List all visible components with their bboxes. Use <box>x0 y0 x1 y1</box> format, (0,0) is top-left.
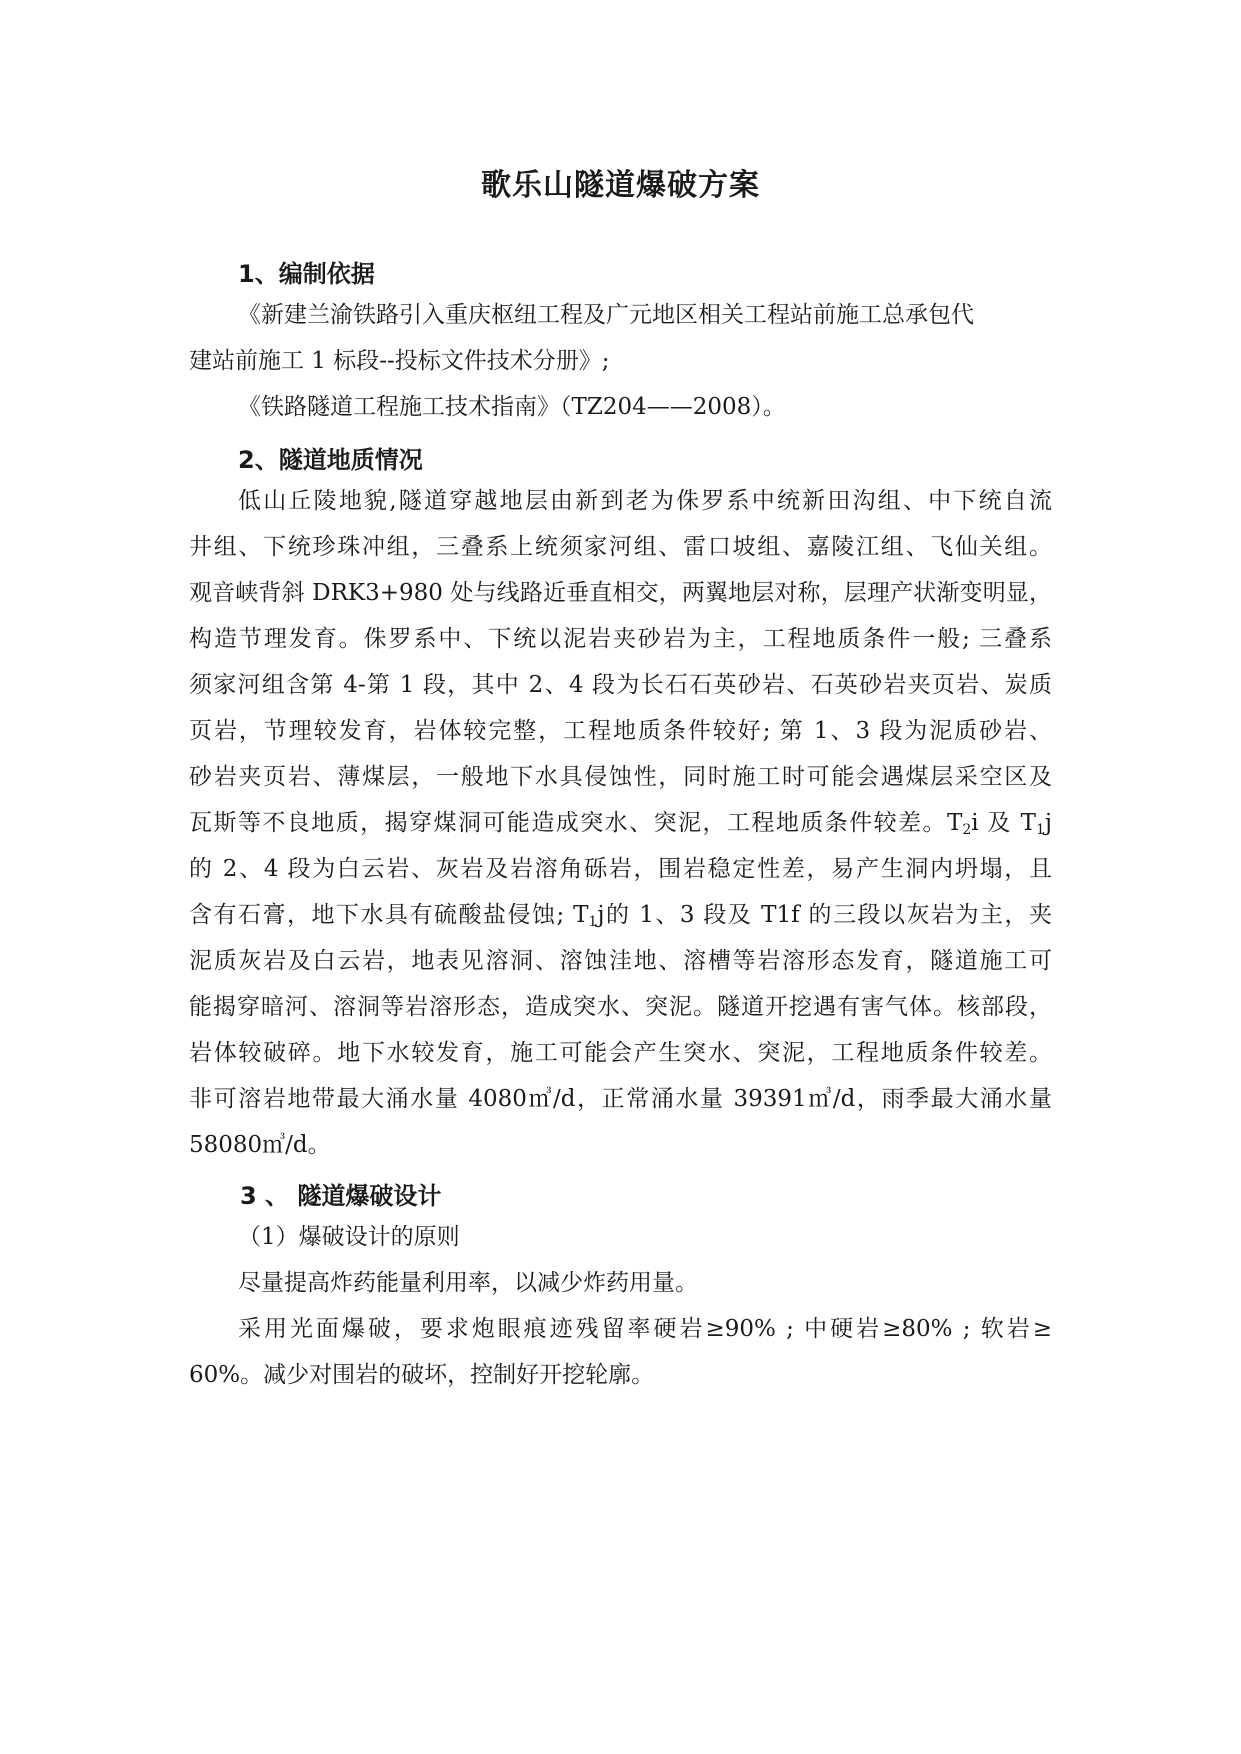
paragraph-line: 的 2、4 段为白云岩、灰岩及岩溶角砾岩，围岩稳定性差，易产生洞内坍塌，且 <box>189 856 1052 882</box>
page-title: 歌乐山隧道爆破方案 <box>481 168 760 203</box>
paragraph-line: 58080㎥/d。 <box>189 1132 331 1158</box>
paragraph-line: 《新建兰渝铁路引入重庆枢纽工程及广元地区相关工程站前施工总承包代 <box>238 302 974 328</box>
paragraph-line: 建站前施工 1 标段--投标文件技术分册》; <box>189 348 610 374</box>
paragraph-line: 非可溶岩地带最大涌水量 4080㎥/d，正常涌水量 39391㎥/d，雨季最大涌水量 <box>189 1086 1052 1112</box>
paragraph-line: 采用光面爆破，要求炮眼痕迹残留率硬岩≥90% ; 中硬岩≥80% ; 软岩≥ <box>238 1316 1052 1342</box>
paragraph-line: 构造节理发育。侏罗系中、下统以泥岩夹砂岩为主，工程地质条件一般; 三叠系 <box>189 626 1052 652</box>
paragraph-line: 瓦斯等不良地质，揭穿煤洞可能造成突水、突泥，工程地质条件较差。$T_2i$ 及 $T_1j$ <box>189 810 1053 838</box>
paragraph-line: 页岩，节理较发育，岩体较完整，工程地质条件较好; 第 1、3 段为泥质砂岩、 <box>189 718 1052 744</box>
paragraph-line: 低山丘陵地貌,隧道穿越地层由新到老为侏罗系中统新田沟组、中下统自流 <box>238 488 1052 514</box>
paragraph-line: 能揭穿暗河、溶洞等岩溶形态，造成突水、突泥。隧道开挖遇有害气体。核部段， <box>189 994 1052 1020</box>
paragraph-line: 须家河组含第 4-第 1 段，其中 2、4 段为长石石英砂岩、石英砂岩夹页岩、炭质 <box>189 672 1052 698</box>
paragraph-line: 含有石膏，地下水具有硫酸盐侵蚀; $T_1j$的 1、3 段及 T1f 的三段以灰岩为主，夹 <box>189 902 1052 930</box>
section-heading-basis: 1、编制依据 <box>238 260 375 288</box>
paragraph-line: 观音峡背斜 DRK3+980 处与线路近垂直相交，两翼地层对称，层理产状渐变明显， <box>189 580 1052 606</box>
paragraph-line: 岩体较破碎。地下水较发育，施工可能会产生突水、突泥，工程地质条件较差。 <box>189 1040 1052 1066</box>
paragraph-line: 《铁路隧道工程施工技术指南》（TZ204——2008）。 <box>238 394 786 420</box>
paragraph-line: 井组、下统珍珠冲组，三叠系上统须家河组、雷口坡组、嘉陵江组、飞仙关组。 <box>189 534 1052 560</box>
paragraph-line: 60%。减少对围岩的破坏，控制好开挖轮廓。 <box>189 1362 655 1388</box>
section-heading-blasting-design: 3 、 隧道爆破设计 <box>240 1182 442 1210</box>
paragraph-line: 尽量提高炸药能量利用率，以减少炸药用量。 <box>238 1270 698 1296</box>
paragraph-line: 砂岩夹页岩、薄煤层，一般地下水具侵蚀性，同时施工时可能会遇煤层采空区及 <box>189 764 1052 790</box>
paragraph-line: 泥质灰岩及白云岩，地表见溶洞、溶蚀洼地、溶槽等岩溶形态发育，隧道施工可 <box>189 948 1052 974</box>
subsection-heading: （1）爆破设计的原则 <box>238 1224 460 1250</box>
section-heading-geology: 2、隧道地质情况 <box>238 446 423 474</box>
